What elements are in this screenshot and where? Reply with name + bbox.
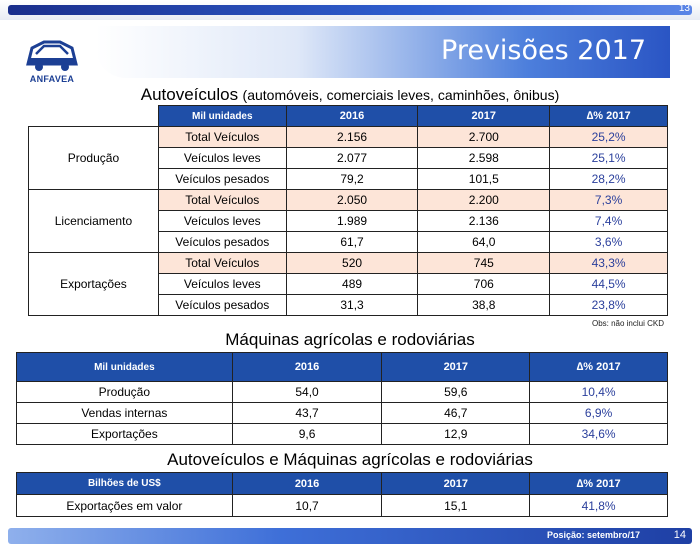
variation-cell: 34,6%: [530, 424, 668, 445]
value-2017-cell: 15,1: [382, 495, 530, 517]
item-cell: Total Veículos: [158, 190, 286, 211]
item-cell: Veículos pesados: [158, 232, 286, 253]
value-2016-cell: 1.989: [286, 211, 418, 232]
group-label: Produção: [29, 127, 159, 190]
value-2016-cell: 54,0: [232, 382, 382, 403]
heading-sub: (automóveis, comerciais leves, caminhões, ônibus): [242, 87, 560, 103]
table-header-row: [17, 473, 668, 495]
item-cell: Veículos pesados: [158, 295, 286, 316]
value-2016-cell: 2.050: [286, 190, 418, 211]
value-2017-cell: 64,0: [418, 232, 550, 253]
item-cell: Vendas internas: [17, 403, 233, 424]
col-var-header: ∆% 2017: [530, 353, 668, 382]
col-2016-header: 2016: [232, 353, 382, 382]
col-2016-header: 2016: [232, 473, 382, 495]
car-logo-icon: [22, 34, 82, 74]
value-2016-cell: 10,7: [232, 495, 382, 517]
page-title: Previsões 2017: [441, 35, 646, 66]
col-2017-header: 2017: [418, 106, 550, 127]
value-2017-cell: 2.136: [418, 211, 550, 232]
section-heading-combinado: Autoveículos e Máquinas agrícolas e rodoviárias: [167, 450, 533, 469]
logo-text: ANFAVEA: [29, 74, 75, 84]
value-2017-cell: 2.200: [418, 190, 550, 211]
value-2017-cell: 2.700: [418, 127, 550, 148]
variation-cell: 23,8%: [550, 295, 668, 316]
variation-cell: 6,9%: [530, 403, 668, 424]
table-row: [29, 127, 668, 148]
table-row: [29, 253, 668, 274]
top-bar: [0, 0, 700, 20]
variation-cell: 7,3%: [550, 190, 668, 211]
bottom-page-number: 14: [673, 529, 686, 541]
variation-cell: 3,6%: [550, 232, 668, 253]
value-2016-cell: 9,6: [232, 424, 382, 445]
value-2016-cell: 2.077: [286, 148, 418, 169]
variation-cell: 10,4%: [530, 382, 668, 403]
value-2017-cell: 12,9: [382, 424, 530, 445]
autoveiculos-table: [28, 105, 668, 316]
value-2016-cell: 31,3: [286, 295, 418, 316]
table-header-row: [29, 106, 668, 127]
maquinas-table: [16, 352, 668, 445]
variation-cell: 25,2%: [550, 127, 668, 148]
col-2017-header: 2017: [382, 473, 530, 495]
value-2016-cell: 79,2: [286, 169, 418, 190]
note-text: Obs: não inclui CKD: [591, 319, 664, 328]
col-unit-header: Bilhões de US$: [17, 473, 233, 495]
bottom-bar: [0, 522, 700, 548]
value-2016-cell: 520: [286, 253, 418, 274]
table-row: [17, 382, 668, 403]
item-cell: Veículos pesados: [158, 169, 286, 190]
col-unit-header: Mil unidades: [17, 353, 233, 382]
variation-cell: 44,5%: [550, 274, 668, 295]
item-cell: Veículos leves: [158, 274, 286, 295]
value-2016-cell: 43,7: [232, 403, 382, 424]
value-2017-cell: 745: [418, 253, 550, 274]
position-date: Posição: setembro/17: [546, 530, 640, 540]
value-2016-cell: 489: [286, 274, 418, 295]
variation-cell: 43,3%: [550, 253, 668, 274]
table-row: [17, 403, 668, 424]
group-label: Licenciamento: [29, 190, 159, 253]
value-2017-cell: 38,8: [418, 295, 550, 316]
table-row: [29, 190, 668, 211]
top-bar-stripe: [8, 5, 692, 15]
value-2016-cell: 2.156: [286, 127, 418, 148]
value-2017-cell: 2.598: [418, 148, 550, 169]
value-2016-cell: 61,7: [286, 232, 418, 253]
value-2017-cell: 46,7: [382, 403, 530, 424]
value-2017-cell: 706: [418, 274, 550, 295]
table-header-row: [17, 353, 668, 382]
item-cell: Produção: [17, 382, 233, 403]
item-cell: Total Veículos: [158, 127, 286, 148]
heading-main: Autoveículos: [140, 85, 239, 104]
section-heading-maquinas: Máquinas agrícolas e rodoviárias: [225, 330, 475, 349]
col-2016-header: 2016: [286, 106, 418, 127]
variation-cell: 28,2%: [550, 169, 668, 190]
table-row: [17, 424, 668, 445]
top-page-number: 13: [678, 3, 690, 14]
variation-cell: 25,1%: [550, 148, 668, 169]
item-cell: Veículos leves: [158, 211, 286, 232]
col-unit-header: Mil unidades: [158, 106, 286, 127]
variation-cell: 41,8%: [530, 495, 668, 517]
item-cell: Total Veículos: [158, 253, 286, 274]
col-var-header: ∆% 2017: [550, 106, 668, 127]
table-row: [17, 495, 668, 517]
col-2017-header: 2017: [382, 353, 530, 382]
anfavea-logo: [22, 34, 82, 84]
col-var-header: ∆% 2017: [530, 473, 668, 495]
title-band: [96, 26, 670, 78]
item-cell: Veículos leves: [158, 148, 286, 169]
value-2017-cell: 59,6: [382, 382, 530, 403]
combinado-table: [16, 472, 668, 517]
section-heading-autoveiculos: [0, 85, 700, 105]
blank-header-cell: [29, 106, 159, 127]
variation-cell: 7,4%: [550, 211, 668, 232]
item-cell: Exportações: [17, 424, 233, 445]
item-cell: Exportações em valor: [17, 495, 233, 517]
value-2017-cell: 101,5: [418, 169, 550, 190]
group-label: Exportações: [29, 253, 159, 316]
